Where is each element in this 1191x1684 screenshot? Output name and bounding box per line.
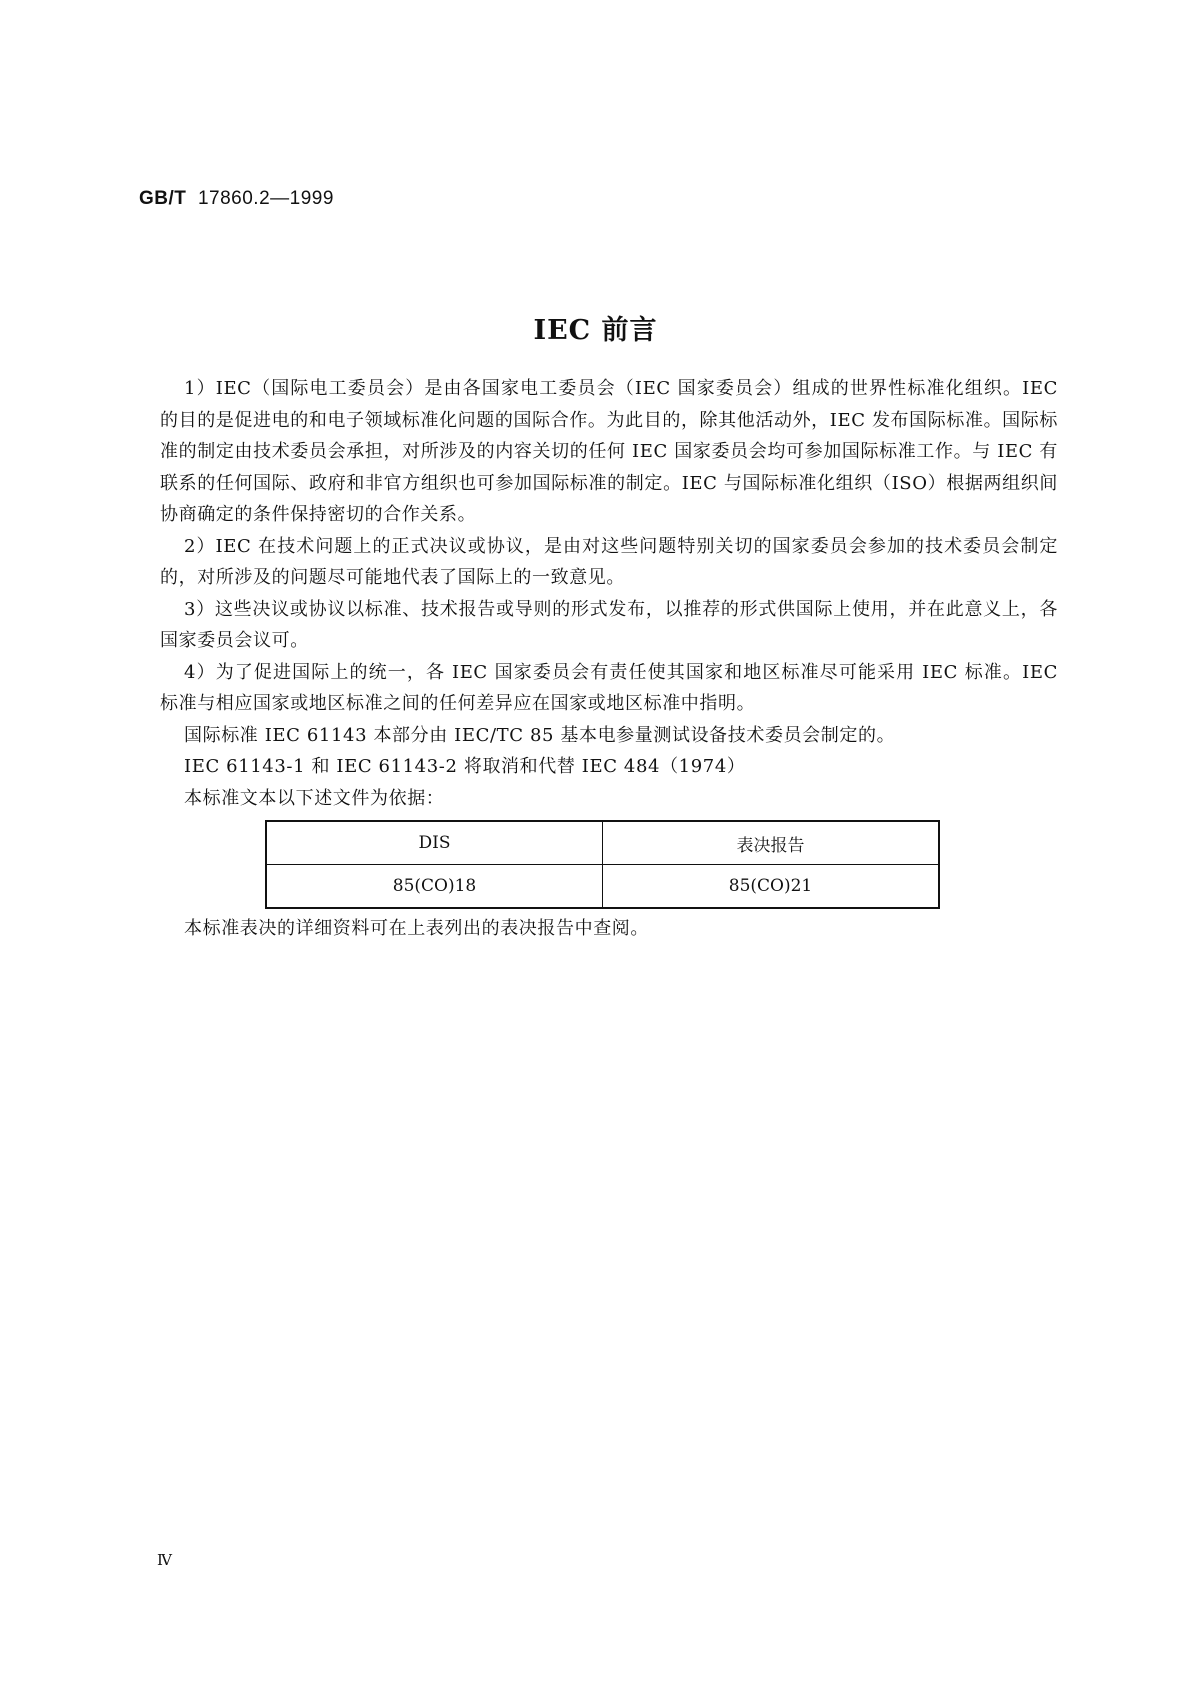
table-header-cell: DIS	[266, 821, 603, 865]
table-header-row	[266, 821, 939, 865]
body-text	[160, 373, 1058, 814]
table-cell: 85(CO)18	[266, 865, 603, 909]
standard-prefix: GB/T	[139, 188, 187, 209]
table-row	[266, 865, 939, 909]
paragraph-7: 本标准文本以下述文件为依据：	[184, 787, 445, 809]
table-cell: 85(CO)21	[603, 865, 940, 909]
standard-number	[139, 188, 334, 210]
paragraph-3: 3）这些决议或协议以标准、技术报告或导则的形式发布，以推荐的形式供国际上使用，并在此意义上，各国家委员会议可。	[160, 598, 1058, 651]
documents-table	[265, 820, 940, 909]
page-title: IEC 前言	[533, 315, 658, 346]
standard-code: 17860.2—1999	[197, 188, 334, 209]
closing-paragraph: 本标准表决的详细资料可在上表列出的表决报告中查阅。	[184, 918, 649, 939]
page-number: Ⅳ	[157, 1551, 172, 1569]
paragraph-1: 1）IEC（国际电工委员会）是由各国家电工委员会（IEC 国家委员会）组成的世界性标准化组织。IEC 的目的是促进电的和电子领域标准化问题的国际合作。为此目的，除其他活动外，IEC 发布国际标准。国际标准的制定由技术委员会承担，对所涉及的内容关切的任何 IEC 国家委员会均可参加国际标准工作。与 IEC 有联系的任何国际、政府和非官方组织也可参加国际标准的制定。IEC 与国际标准化组织（ISO）根据两组织间协商确定的条件保持密切的合作关系。	[160, 378, 1058, 525]
paragraph-4: 4）为了促进国际上的统一，各 IEC 国家委员会有责任使其国家和地区标准尽可能采用 IEC 标准。IEC 标准与相应国家或地区标准之间的任何差异应在国家或地区标准中指明。	[160, 661, 1058, 714]
paragraph-2: 2）IEC 在技术问题上的正式决议或协议，是由对这些问题特别关切的国家委员会参加的技术委员会制定的，对所涉及的问题尽可能地代表了国际上的一致意见。	[160, 535, 1058, 588]
paragraph-6: IEC 61143-1 和 IEC 61143-2 将取消和代替 IEC 484（1974）	[184, 756, 746, 777]
paragraph-5: 国际标准 IEC 61143 本部分由 IEC/TC 85 基本电参量测试设备技术委员会制定的。	[184, 724, 896, 746]
table-header-cell: 表决报告	[603, 821, 940, 865]
